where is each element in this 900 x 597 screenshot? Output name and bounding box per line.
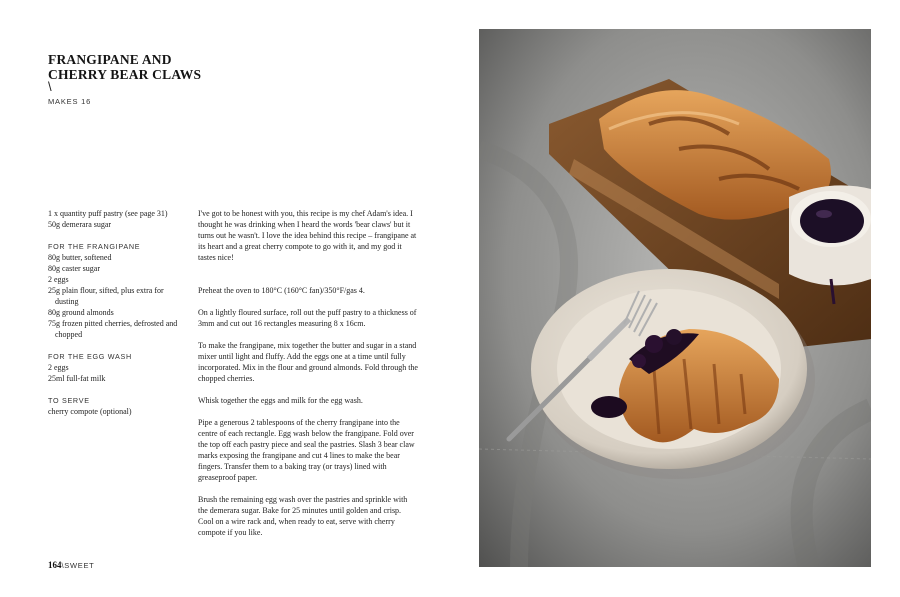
method-step: Brush the remaining egg wash over the pastries and sprinkle with the demerara sugar. Bake for 25 minutes until golden and crisp. Cool on a wire rack and, when ready to eat, serve with cherry compote if you like.: [198, 495, 408, 537]
ingredient-heading: FOR THE EGG WASH: [48, 352, 132, 361]
ingredient-item: 50g demerara sugar: [48, 220, 112, 229]
ingredient-group-serve: [48, 395, 188, 417]
ingredient-item: 75g frozen pitted cherries, defrosted and chopped: [48, 319, 178, 339]
ingredient-item: 80g butter, softened: [48, 253, 112, 262]
recipe-title: FRANGIPANE AND CHERRY BEAR CLAWS: [48, 52, 202, 82]
ingredient-group-base: [48, 208, 188, 230]
ingredient-heading: TO SERVE: [48, 396, 90, 405]
ingredient-item: 80g caster sugar: [48, 264, 100, 273]
method-step: To make the frangipane, mix together the butter and sugar in a stand mixer until light and fluffy. Add the eggs one at a time until fully incorporated. Mix in the flour and ground almonds. Fold through the chopped cherries.: [198, 341, 418, 383]
ingredient-group-egg-wash: [48, 351, 188, 384]
title-slash: \: [48, 79, 52, 94]
section-name: SWEET: [64, 561, 95, 570]
food-photo: [479, 29, 871, 567]
ingredients-list: [48, 208, 188, 428]
page-number: 164: [48, 560, 62, 570]
method-step: On a lightly floured surface, roll out the puff pastry to a thickness of 3mm and cut out 16 rectangles measuring 8 x 16cm.: [198, 308, 417, 328]
ingredient-group-frangipane: [48, 241, 188, 340]
page-footer: [48, 560, 94, 570]
method-step: Whisk together the eggs and milk for the egg wash.: [198, 396, 363, 405]
ingredient-item: cherry compote (optional): [48, 407, 132, 416]
ingredient-item: 1 x quantity puff pastry (see page 31): [48, 209, 168, 218]
ingredient-item: 80g ground almonds: [48, 308, 114, 317]
ingredient-item: 25ml full-fat milk: [48, 374, 106, 383]
footer-separator: \: [61, 561, 65, 570]
ingredient-item: 2 eggs: [48, 363, 69, 372]
ingredient-item: 25g plain flour, sifted, plus extra for dusting: [48, 286, 164, 306]
method-text: [198, 208, 418, 549]
method-intro: I've got to be honest with you, this recipe is my chef Adam's idea. I thought he was drinking when I heard the words 'bear claws' but it turns out he wasn't. I love the idea behind this recipe – frangipane at its heart and a great cherry compote to go with it, and my god it tastes nice!: [198, 209, 417, 262]
method-step: Pipe a generous 2 tablespoons of the cherry frangipane into the centre of each rectangle. Egg wash below the frangipane. Fold over the top off each pastry piece and seal the pastries. Slash 3 bear claw marks exposing the frangipane and cut 4 lines to make the bear fingers. Transfer them to a baking tray (or trays) lined with greaseproof paper.: [198, 418, 415, 482]
method-step: Preheat the oven to 180°C (160°C fan)/350°F/gas 4.: [198, 286, 365, 295]
ingredient-item: 2 eggs: [48, 275, 69, 284]
recipe-yield: MAKES 16: [48, 97, 92, 106]
ingredient-heading: FOR THE FRANGIPANE: [48, 242, 141, 251]
